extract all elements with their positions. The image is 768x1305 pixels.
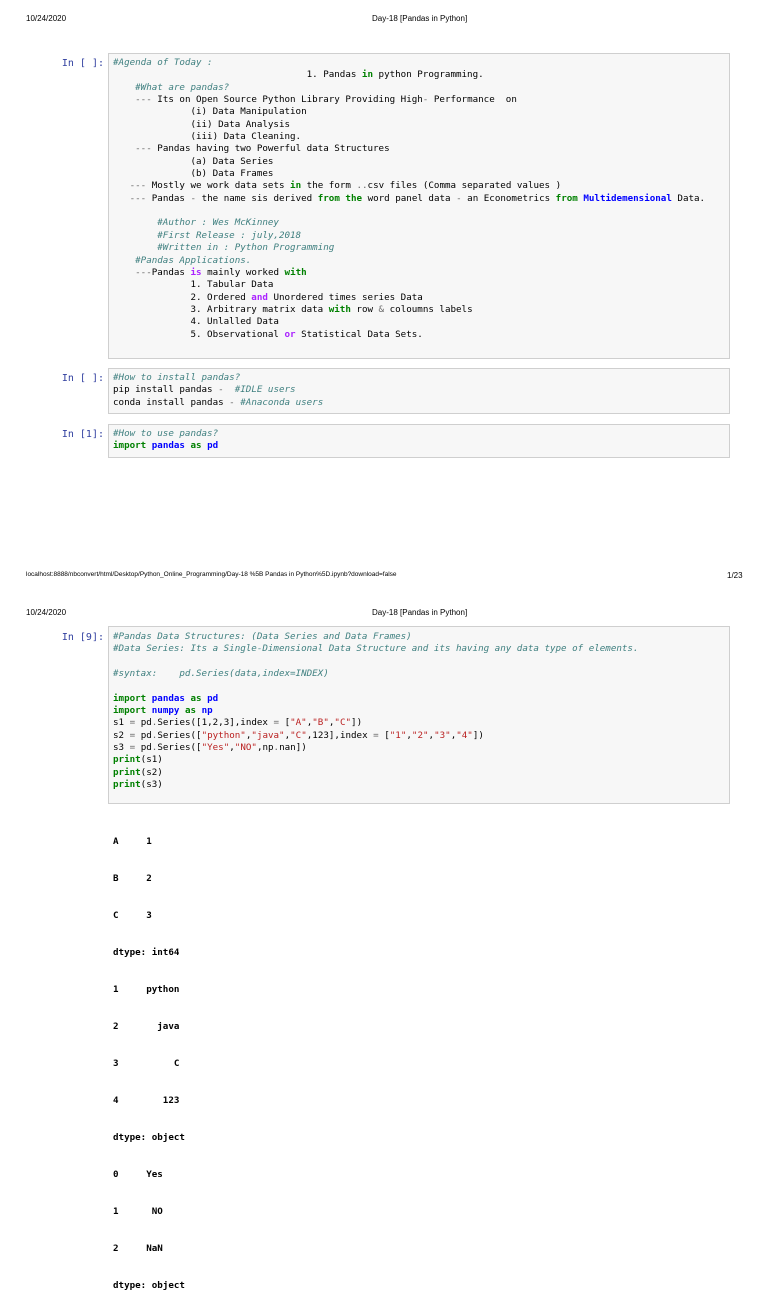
cell-2-prompt: In [ ]: <box>61 373 104 384</box>
header-date: 10/24/2020 <box>26 14 67 23</box>
footer-url: localhost:8888/nbconvert/html/Desktop/Python_Online_Programming/Day-18 %5B Pandas in Python%5D.ipynb?download=false <box>26 571 397 578</box>
cell-2-code[interactable]: #How to install pandas? pip install pandas - #IDLE users conda install pandas - #Anaconda users <box>113 372 324 408</box>
output-line: dtype: int64 <box>113 946 180 958</box>
output-line: 2 java <box>113 1020 180 1032</box>
cell-1-code[interactable]: #Agenda of Today : 1. Pandas in python Programming. #What are pandas? --- Its on Open Source Python Library Providing High- Performance on (i) Data Manipulation (ii) Data Analysis (iii) Data Cleaning. --- Pandas having two Powerful data Structures (a) Data Series (b) Data Frames --- Mostly we work data sets in the form ..csv files (Comma separated values ) --- Pandas - the name sis derived from the word panel data - an Econometrics from Multidemensional Data. #Author : Wes McKinney #First Release : july,2018 #Written in : Python Programming #Pandas Applications. ---Pandas is mainly worked with 1. Tabular Data 2. Ordered and Unordered times series Data 3. Arbitrary matrix data with row & coloumns labels 4. Unlalled Data 5. Observational or Statistical Data Sets. <box>113 57 706 340</box>
header-date-2: 10/24/2020 <box>26 608 67 617</box>
output-line: dtype: object <box>113 1131 185 1143</box>
header-title-2: Day-18 [Pandas in Python] <box>372 608 468 617</box>
cell-4-code[interactable]: #Pandas Data Structures: (Data Series and Data Frames) #Data Series: Its a Single-Dimensional Data Structure and its having any data type of elements. #syntax: pd.Series(data,index=INDEX) import pandas as pd import numpy as np s1 = pd.Series([1,2,3],index = ["A","B","C"]) s2 = pd.Series(["python","java","C",123],index = ["1","2","3","4"]) s3 = pd.Series(["Yes","NO",np.nan]) print(s1) print(s2) print(s3) <box>113 631 639 791</box>
output-line: 3 C <box>113 1057 180 1069</box>
output-line: 1 python <box>113 983 180 995</box>
cell-4-prompt: In [9]: <box>61 632 104 643</box>
cell-3-code[interactable]: #How to use pandas? import pandas as pd <box>113 428 219 452</box>
cell-1-prompt: In [ ]: <box>61 58 104 69</box>
cell-3-prompt: In [1]: <box>61 429 104 440</box>
output-line: 0 Yes <box>113 1168 163 1180</box>
output-line: A 1 <box>113 835 152 847</box>
footer-page-number: 1/23 <box>727 571 743 580</box>
output-line: dtype: object <box>113 1280 185 1292</box>
output-line: B 2 <box>113 872 152 884</box>
header-title: Day-18 [Pandas in Python] <box>372 14 468 23</box>
output-line: 4 123 <box>113 1094 180 1106</box>
cell-4-output <box>113 811 185 1305</box>
output-line: C 3 <box>113 909 152 921</box>
output-line: 2 NaN <box>113 1243 163 1255</box>
output-line: 1 NO <box>113 1206 163 1217</box>
